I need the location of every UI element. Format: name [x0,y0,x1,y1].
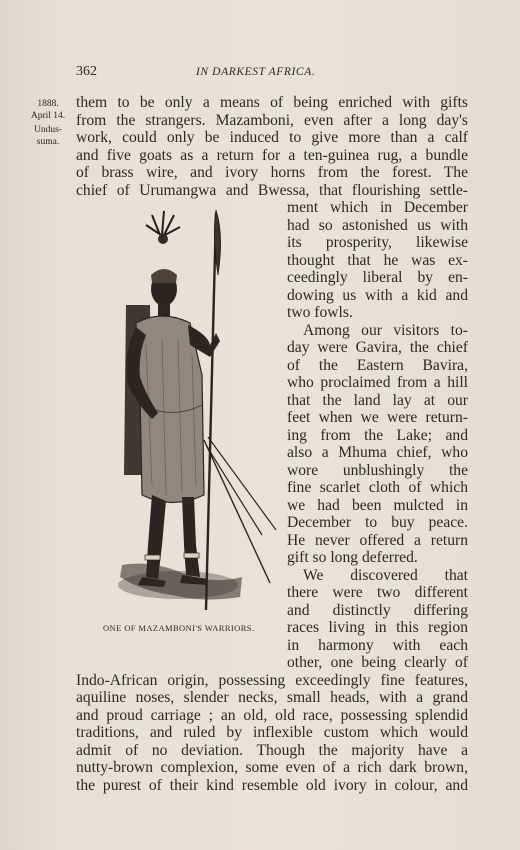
text-line: gift so long deferred. [287,549,418,566]
text-line: them to be only a means of being enriched with gifts [76,94,468,111]
text-line: wore unblushingly the [287,461,468,479]
text-line: ing from the Lake; and [287,426,468,444]
text-line: We discovered that [303,566,468,584]
text-line: from the strangers. Mazamboni, even after a long day's [76,111,468,129]
text-line: and distinctly differing [287,601,468,619]
page-number: 362 [76,64,97,79]
text-line: work, could only be induced to give more than a calf [76,129,468,146]
text-line: He never offered a return [287,531,468,549]
text-line: also a Mhuma chief, who [287,444,468,461]
text-line: ceedingly liberal by en- [287,269,468,286]
text-line: two fowls. [287,304,353,321]
text-line: that the land lay at our [287,391,468,409]
text-line: dowing us with a kid and [287,286,468,304]
marginal-note [26,98,70,148]
figure-caption: ONE OF MAZAMBONI'S WARRIORS. [103,623,255,633]
text-line: in harmony with each [287,636,468,654]
text-line: nutty-brown complexion, some even of a rich dark brown, [76,759,468,776]
text-line: day were Gavira, the chief [287,339,468,356]
text-line: and proud carriage ; an old, old race, possessing splendid [76,706,468,724]
text-line: the purest of their kind resemble old ivory in colour, and [76,776,468,794]
text-line: feet when we were return- [287,409,468,426]
text-line: ment which in December [287,199,468,216]
text-line: of the Eastern Bavira, [287,356,468,374]
text-line: fine scarlet cloth of which [287,479,468,496]
text-line: of brass wire, and ivory horns from the forest. The [76,164,468,181]
marginal-year: 1888. [37,99,59,109]
text-line: its prosperity, likewise [287,234,468,251]
text-line: December to buy peace. [287,514,468,531]
text-line: who proclaimed from a hill [287,374,468,391]
text-line: Among our visitors to- [303,321,468,339]
text-line: admit of no deviation. Though the majority have a [76,741,468,759]
text-line: thought that he was ex- [287,251,468,269]
text-line: Indo-African origin, possessing exceedingly fine features, [76,671,468,689]
text-line: traditions, and ruled by inflexible custom which would [76,724,468,741]
warrior-illustration [112,205,280,615]
running-head: IN DARKEST AFRICA. [196,66,316,78]
marginal-place-1: Undus- [34,125,62,135]
marginal-place-2: suma. [36,137,60,147]
text-line: chief of Urumangwa and Bwessa, that flourishing settle- [76,181,468,199]
marginal-date: April 14. [30,111,66,121]
text-line: and five goats as a return for a ten-guinea rug, a bundle [76,146,468,164]
text-line: there were two different [287,584,468,601]
text-line: had so astonished us with [287,216,468,234]
text-line: we had been mulcted in [287,496,468,514]
text-line: aquiline noses, slender necks, small heads, with a grand [76,689,468,706]
text-line: other, one being clearly of [287,654,468,671]
text-line: races living in this region [287,619,468,636]
